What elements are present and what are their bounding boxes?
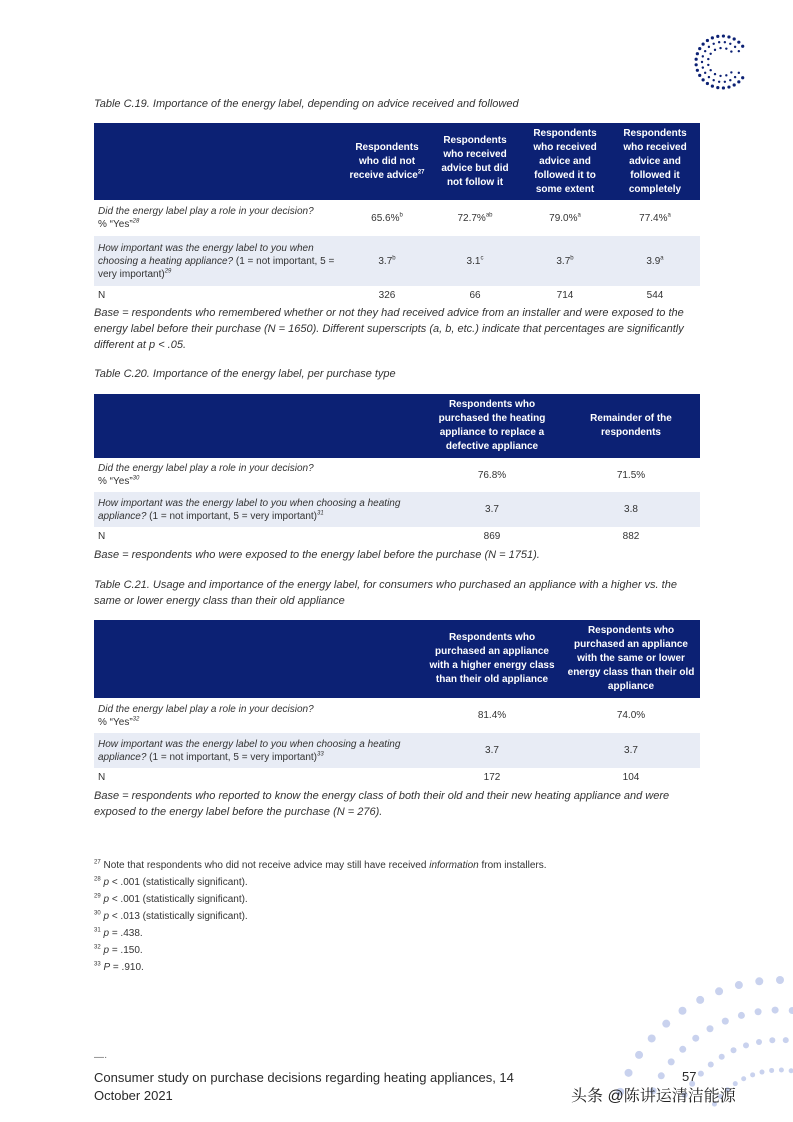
logo-dot xyxy=(725,74,727,76)
logo-dot xyxy=(741,76,744,79)
logo-dot xyxy=(733,83,736,86)
row-question: Did the energy label play a role in your decision? % “Yes”$^{32}$ xyxy=(98,703,314,728)
table-cell: 3.7$^b$ xyxy=(520,236,610,286)
table-row-n: N 172 104 xyxy=(94,768,700,786)
column-header: Respondents who received advice and followed it to some extent xyxy=(520,123,610,200)
table-header-blank xyxy=(94,620,422,698)
decorative-dot xyxy=(776,976,784,984)
table-row xyxy=(94,492,700,527)
logo-dot xyxy=(701,61,703,63)
logo-dot xyxy=(702,78,705,81)
logo-dot xyxy=(729,43,731,45)
table-c19 xyxy=(94,123,700,304)
decorative-dot xyxy=(679,1046,686,1053)
table-cell: 3.7$^b$ xyxy=(344,236,430,286)
table-cell: 74.0% xyxy=(616,710,646,721)
table-cell: 66 xyxy=(469,289,481,301)
table-c20 xyxy=(94,394,700,545)
table-cell: 172 xyxy=(483,771,501,783)
column-header: Respondents who received advice but did not follow it xyxy=(430,123,520,200)
logo-dot xyxy=(727,35,730,38)
logo-dot xyxy=(711,85,714,88)
logo-dot xyxy=(706,82,709,85)
row-question: Did the energy label play a role in your decision? % “Yes”$^{28}$ xyxy=(98,206,314,230)
decorative-dot xyxy=(738,1012,745,1019)
decorative-dot xyxy=(772,1007,779,1014)
decorative-dot xyxy=(719,1054,725,1060)
table-row-n: N 869 882 xyxy=(94,527,700,545)
logo-dot xyxy=(704,72,706,74)
table-c20-base-note: Base = respondents who were exposed to the energy label before the purchase (N = 1751). xyxy=(94,549,540,561)
column-header: Remainder of the respondents xyxy=(562,394,700,458)
decorative-dot xyxy=(779,1068,784,1073)
logo-dot xyxy=(702,43,705,46)
table-c21 xyxy=(94,620,700,786)
logo-dot xyxy=(722,86,725,89)
table-c19-caption: Table C.19. Importance of the energy label, depending on advice received and followed xyxy=(94,98,519,110)
logo-dot xyxy=(707,64,709,66)
decorative-dot xyxy=(678,1007,686,1015)
table-row xyxy=(94,236,700,286)
logo-dot xyxy=(707,58,709,60)
decorative-dot xyxy=(755,1008,762,1015)
decorative-dot xyxy=(731,1047,737,1053)
decorative-dot xyxy=(755,977,763,985)
logo-dot xyxy=(696,52,699,55)
logo-dot xyxy=(702,55,704,57)
column-header: Respondents who purchased the heating appliance to replace a defective appliance xyxy=(422,394,562,458)
decorative-dot xyxy=(722,1018,729,1025)
table-cell: 544 xyxy=(646,289,664,301)
table-cell: 77.4%$^a$ xyxy=(639,212,671,224)
table-cell: 3.7 xyxy=(562,733,700,768)
column-header: Respondents who did not receive advice$^{27}$ xyxy=(344,123,430,200)
decorative-dot xyxy=(741,1076,746,1081)
logo-dot xyxy=(734,46,736,48)
decorative-dot xyxy=(769,1037,775,1043)
footnote-item: $^{29}$ p < .001 (statistically significant). xyxy=(94,893,248,905)
decorative-dot xyxy=(789,1007,793,1014)
footer-marker: —· xyxy=(94,1052,108,1063)
logo-dot xyxy=(708,76,710,78)
logo-dot xyxy=(738,72,740,74)
decorative-dot xyxy=(625,1069,633,1077)
footnote-item: $^{28}$ p < .001 (statistically significant). xyxy=(94,876,248,888)
table-row xyxy=(94,458,700,492)
logo-dot xyxy=(722,34,725,37)
logo-dot xyxy=(696,69,699,72)
logo-dot xyxy=(724,81,726,83)
logo-dot xyxy=(725,47,727,49)
logo-dot xyxy=(719,75,721,77)
decorative-dot xyxy=(692,1035,699,1042)
logo-dot xyxy=(727,85,730,88)
table-cell: 326 xyxy=(378,289,396,301)
footnotes xyxy=(94,857,546,976)
decorative-dot xyxy=(635,1051,643,1059)
logo-dot xyxy=(730,50,732,52)
table-cell: 869 xyxy=(483,530,501,542)
footnote-item: $^{27}$ Note that respondents who did not receive advice may still have received information from installers. xyxy=(94,859,547,871)
logo-dot xyxy=(716,35,719,38)
table-cell: 3.8 xyxy=(562,492,700,527)
table-row-n: N 326 66 714 544 xyxy=(94,286,700,304)
decorative-dot xyxy=(789,1068,793,1073)
table-cell: 76.8% xyxy=(477,469,507,481)
decorative-dot xyxy=(648,1034,656,1042)
table-cell: 72.7%$^{ab}$ xyxy=(457,212,493,224)
logo-dot xyxy=(714,73,716,75)
logo-dot xyxy=(729,79,731,81)
row-question: Did the energy label play a role in your decision? % “Yes”$^{30}$ xyxy=(98,463,314,487)
logo-dot xyxy=(709,53,711,55)
table-cell: 65.6%$^b$ xyxy=(371,212,403,224)
table-c21-caption: Table C.21. Usage and importance of the energy label, for consumers who purchased an appliance with a higher vs. the same or lower energy class than their old appliance xyxy=(94,579,677,607)
logo-dot xyxy=(708,46,710,48)
page-number: 57 xyxy=(682,1069,697,1084)
table-cell: 81.4% xyxy=(477,710,507,721)
logo-dot xyxy=(704,50,706,52)
table-cell: 3.7 xyxy=(422,733,562,768)
logo-dot xyxy=(714,49,716,51)
decorative-dot xyxy=(715,987,723,995)
table-cell: 3.1$^c$ xyxy=(430,236,520,286)
row-question: How important was the energy label to you when choosing a heating appliance? (1 = not important, 5 = very important)$^{29}$ xyxy=(94,236,344,286)
decorative-dot xyxy=(658,1072,665,1079)
logo-dot xyxy=(698,47,701,50)
table-c19-base-note: Base = respondents who remembered whether or not they had received advice from an installer and were exposed to the energy label before their purchase (N = 1650). Different superscripts (a, b, etc.) indicate that percentages are significantly different at p < .05. xyxy=(94,307,684,351)
logo-dot xyxy=(695,58,698,61)
decorative-dot xyxy=(696,996,704,1004)
table-cell: 79.0%$^a$ xyxy=(549,212,581,224)
column-header: Respondents who purchased an appliance with a higher energy class than their old appliance xyxy=(422,620,562,698)
decorative-dot xyxy=(668,1058,675,1065)
table-row xyxy=(94,200,700,236)
logo-dot xyxy=(709,69,711,71)
logo-dot xyxy=(718,41,720,43)
logo-dot xyxy=(737,80,740,83)
footnote-item: $^{31}$ p = .438. xyxy=(94,927,143,939)
logo-dot xyxy=(712,79,714,81)
logo-dot xyxy=(730,71,732,73)
table-header-blank xyxy=(94,123,344,200)
row-question: How important was the energy label to you when choosing a heating appliance? (1 = not important, 5 = very important)$^{31}$ xyxy=(94,492,422,527)
decorative-dot xyxy=(708,1062,714,1068)
table-cell: 71.5% xyxy=(616,469,646,481)
logo-dot xyxy=(738,50,740,52)
decorative-dot xyxy=(760,1070,765,1075)
decorative-dot xyxy=(769,1068,774,1073)
logo-dot xyxy=(733,37,736,40)
column-header: Respondents who purchased an appliance with the same or lower energy class than their old appliance xyxy=(562,620,700,698)
decorative-dot xyxy=(750,1072,755,1077)
table-c21-base-note: Base = respondents who reported to know the energy class of both their old and their new heating appliance and were exposed to the energy label before the purchase (N = 276). xyxy=(94,790,670,818)
logo-dot xyxy=(734,76,736,78)
footnote-item: $^{33}$ P = .910. xyxy=(94,961,144,973)
logo-dot xyxy=(711,36,714,39)
table-row xyxy=(94,733,700,768)
logo-dot xyxy=(718,81,720,83)
table-cell: 714 xyxy=(556,289,574,301)
logo-dot xyxy=(698,74,701,77)
table-cell: 3.7 xyxy=(422,492,562,527)
brand-logo-icon xyxy=(690,30,754,94)
logo-dot xyxy=(737,41,740,44)
footnote-item: $^{32}$ p = .150. xyxy=(94,944,143,956)
table-cell: 3.9$^a$ xyxy=(610,236,700,286)
decorative-dot xyxy=(662,1020,670,1028)
logo-dot xyxy=(716,86,719,89)
table-cell: 104 xyxy=(622,771,640,783)
source-credit: 头条 @陈讲运清洁能源 xyxy=(571,1088,736,1105)
decorative-dot xyxy=(707,1025,714,1032)
logo-dot xyxy=(695,63,698,66)
logo-dot xyxy=(724,41,726,43)
column-header: Respondents who received advice and followed it completely xyxy=(610,123,700,200)
footnote-item: $^{30}$ p < .013 (statistically significant). xyxy=(94,910,248,922)
decorative-dot xyxy=(783,1037,789,1043)
logo-dot xyxy=(719,47,721,49)
decorative-dot xyxy=(756,1039,762,1045)
table-cell: 882 xyxy=(622,530,640,542)
decorative-dot xyxy=(698,1071,704,1077)
footer-document-title: Consumer study on purchase decisions regarding heating appliances, 14 October 2021 xyxy=(94,1070,514,1103)
table-header-blank xyxy=(94,394,422,458)
table-row xyxy=(94,698,700,733)
decorative-dot xyxy=(735,981,743,989)
logo-dot xyxy=(706,39,709,42)
logo-dot xyxy=(702,66,704,68)
logo-dot xyxy=(741,45,744,48)
row-question: How important was the energy label to you when choosing a heating appliance? (1 = not important, 5 = very important)$^{33}$ xyxy=(94,733,422,768)
decorative-dot xyxy=(743,1042,749,1048)
logo-dot xyxy=(712,43,714,45)
table-c20-caption: Table C.20. Importance of the energy label, per purchase type xyxy=(94,368,396,380)
